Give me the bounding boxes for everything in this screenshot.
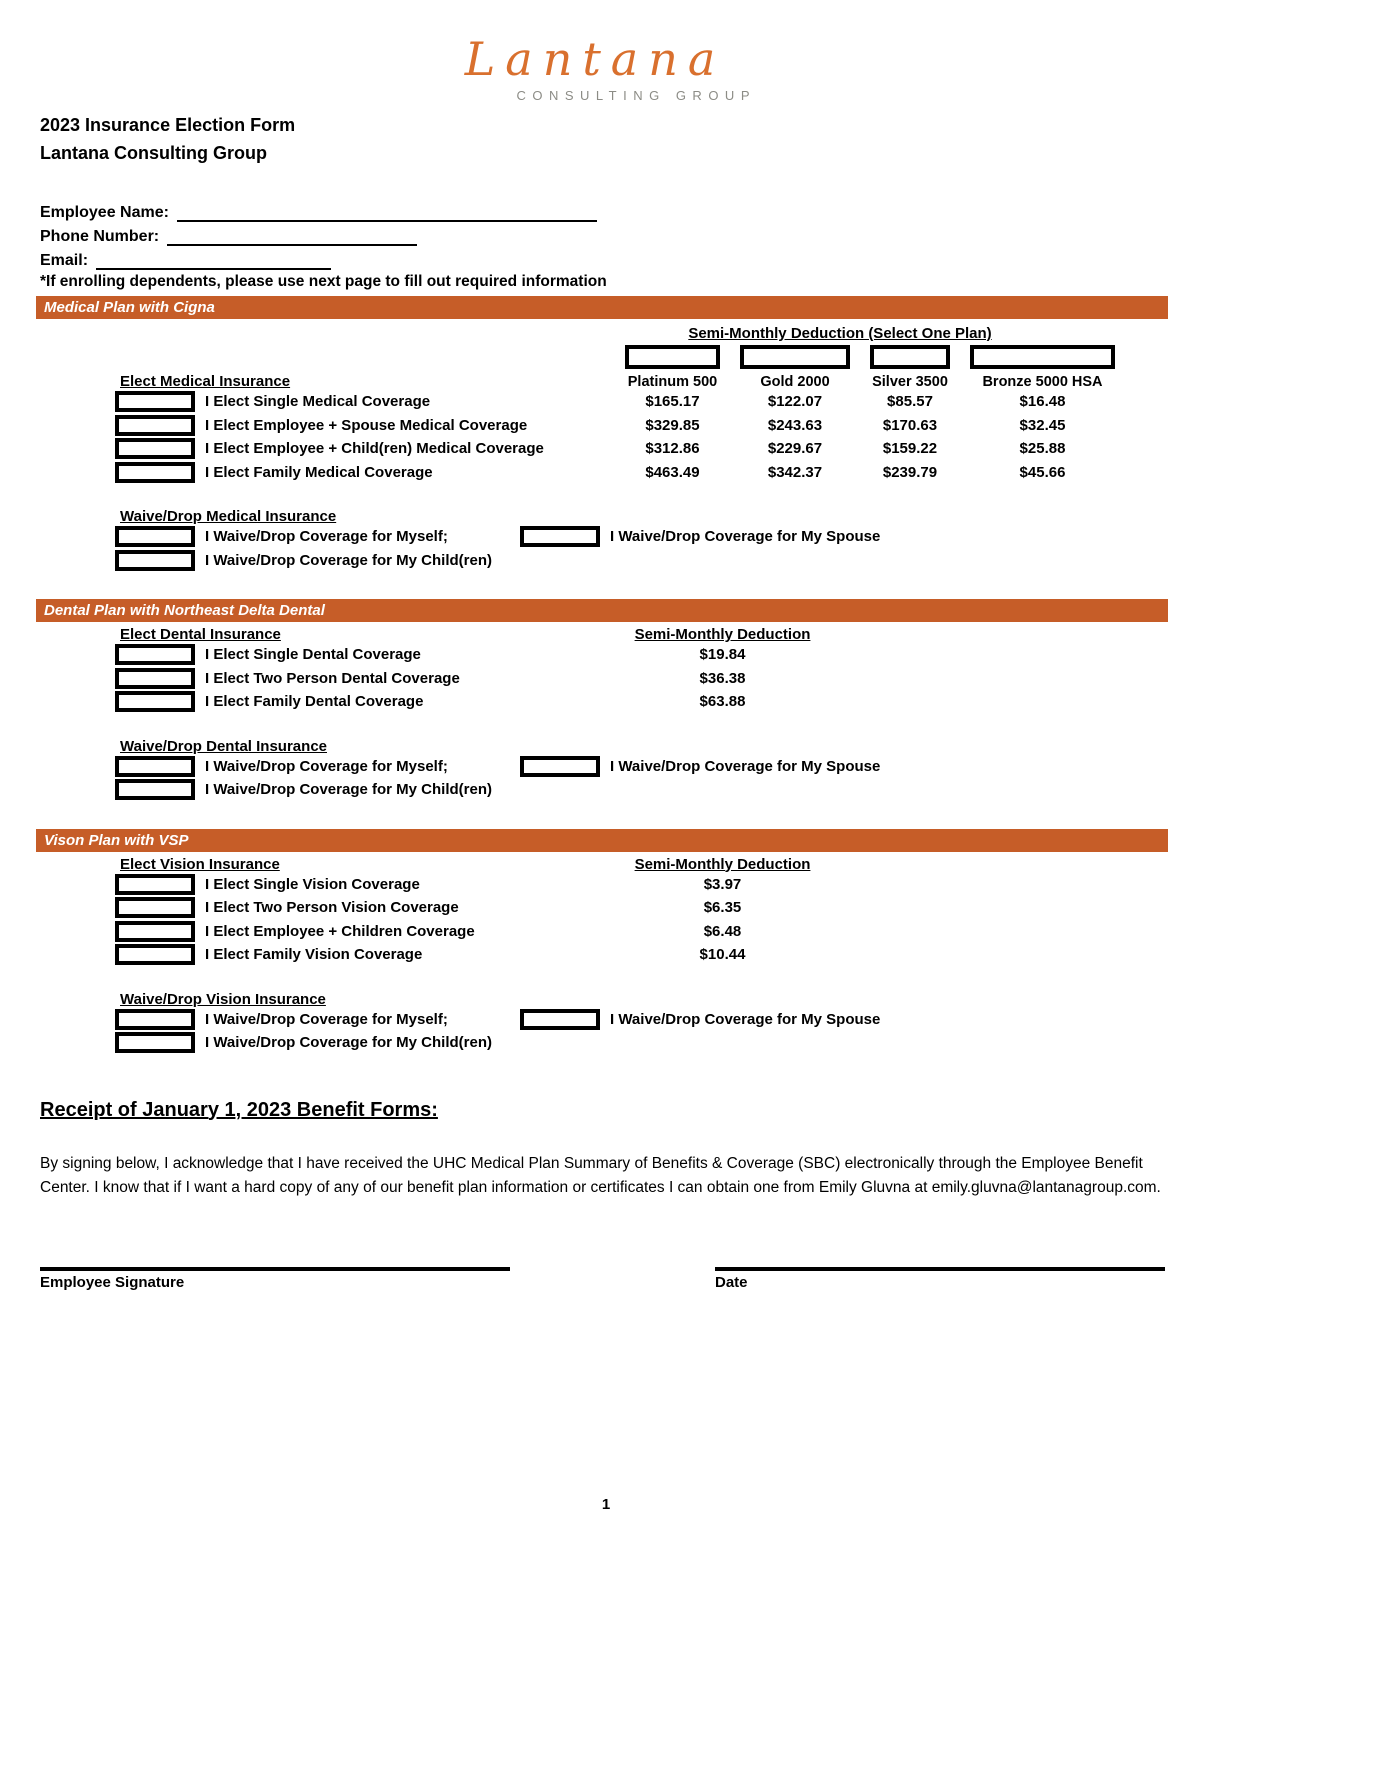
elect-single-dental-checkbox[interactable] <box>115 644 195 665</box>
logo-tagline-text: CONSULTING GROUP <box>516 88 756 103</box>
employee-signature-label: Employee Signature <box>40 1274 185 1292</box>
price-cell: $63.88 <box>699 693 746 711</box>
price-cell: $122.07 <box>767 393 823 411</box>
elect-single-vision-label: I Elect Single Vision Coverage <box>205 875 420 893</box>
elect-family-medical-label: I Elect Family Medical Coverage <box>205 463 433 481</box>
phone-number-row <box>40 222 1377 246</box>
elect-single-vision-checkbox[interactable] <box>115 874 195 895</box>
waive-self-label: I Waive/Drop Coverage for Myself; <box>205 757 448 775</box>
plan-select-checkbox-silver[interactable] <box>870 345 950 369</box>
waive-dental-heading: Waive/Drop Dental Insurance <box>120 737 327 755</box>
price-cell: $10.44 <box>699 946 746 964</box>
waive-vision-heading: Waive/Drop Vision Insurance <box>120 990 326 1008</box>
medical-header-row <box>115 373 1377 390</box>
waive-self-label: I Waive/Drop Coverage for Myself; <box>205 528 448 546</box>
elect-employee-children-vision-checkbox[interactable] <box>115 921 195 942</box>
dental-waive-row-2 <box>115 778 1377 802</box>
elect-family-vision-label: I Elect Family Vision Coverage <box>205 946 423 964</box>
dental-elect-row <box>115 667 1377 691</box>
date-label: Date <box>715 1274 748 1292</box>
price-cell: $170.63 <box>882 416 938 434</box>
plan-select-checkbox-platinum[interactable] <box>625 345 720 369</box>
employee-signature-block <box>40 1267 510 1291</box>
price-cell: $239.79 <box>882 463 938 481</box>
price-cell: $312.86 <box>645 440 700 458</box>
contact-fields <box>40 198 1377 270</box>
employee-signature-line[interactable] <box>40 1267 510 1271</box>
dental-elect-row <box>115 643 1377 667</box>
receipt-body-text: By signing below, I acknowledge that I have received the UHC Medical Plan Summary of Benefits & Coverage (SBC) electronically through the Employee Benefit Center. I know that if I want a hard copy of any of our benefit plan information or certificates I can obtain one from Emily Gluvna at emily.gluvna@lantanagroup.com. <box>40 1154 1161 1197</box>
waive-spouse-label: I Waive/Drop Coverage for My Spouse <box>610 528 881 546</box>
email-label: Email: <box>40 252 89 269</box>
plan-select-checkbox-gold[interactable] <box>740 345 850 369</box>
waive-vision-spouse-checkbox[interactable] <box>520 1009 600 1030</box>
logo-brand-text: Lantana <box>464 32 726 86</box>
plan-header-platinum: Platinum 500 <box>627 373 718 390</box>
form-title: 2023 Insurance Election Form <box>40 115 296 135</box>
price-cell: $19.84 <box>699 646 746 664</box>
price-cell: $45.66 <box>1019 463 1066 481</box>
elect-family-dental-label: I Elect Family Dental Coverage <box>205 693 424 711</box>
medical-elect-row <box>115 437 1377 461</box>
phone-number-input[interactable] <box>167 229 417 246</box>
price-cell: $36.38 <box>699 669 746 687</box>
elect-vision-heading: Elect Vision Insurance <box>120 855 280 873</box>
price-cell: $243.63 <box>767 416 823 434</box>
waive-medical-heading: Waive/Drop Medical Insurance <box>120 508 337 525</box>
medical-elect-row <box>115 461 1377 485</box>
plan-select-checkbox-bronze[interactable] <box>970 345 1115 369</box>
price-cell: $342.37 <box>767 463 823 481</box>
elect-family-medical-checkbox[interactable] <box>115 462 195 483</box>
vision-elect-row <box>115 943 1377 967</box>
waive-medical-spouse-checkbox[interactable] <box>520 526 600 547</box>
plan-header-gold: Gold 2000 <box>760 373 830 390</box>
price-cell: $159.22 <box>882 440 938 458</box>
date-line[interactable] <box>715 1267 1165 1271</box>
plan-header-bronze: Bronze 5000 HSA <box>982 373 1103 390</box>
waive-dental-spouse-checkbox[interactable] <box>520 756 600 777</box>
price-cell: $165.17 <box>645 393 700 411</box>
medical-section-banner: Medical Plan with Cigna <box>36 296 1168 319</box>
signature-area <box>40 1267 1377 1291</box>
date-block <box>715 1267 1165 1291</box>
medical-plan-select-row <box>115 345 1377 369</box>
waive-medical-self-checkbox[interactable] <box>115 526 195 547</box>
vision-waive-row-1 <box>115 1008 1377 1032</box>
waive-vision-self-checkbox[interactable] <box>115 1009 195 1030</box>
waive-dental-self-checkbox[interactable] <box>115 756 195 777</box>
company-logo <box>430 32 760 103</box>
vision-elect-row <box>115 920 1377 944</box>
receipt-heading: Receipt of January 1, 2023 Benefit Forms: <box>40 1098 438 1121</box>
dental-elect-row <box>115 690 1377 714</box>
employee-name-row <box>40 198 1377 222</box>
elect-two-person-dental-label: I Elect Two Person Dental Coverage <box>205 669 460 687</box>
price-cell: $25.88 <box>1019 440 1066 458</box>
elect-spouse-medical-checkbox[interactable] <box>115 415 195 436</box>
elect-two-person-vision-label: I Elect Two Person Vision Coverage <box>205 899 459 917</box>
waive-medical-children-checkbox[interactable] <box>115 550 195 571</box>
page-number: 1 <box>601 1496 611 1513</box>
waive-self-label: I Waive/Drop Coverage for Myself; <box>205 1010 448 1028</box>
waive-children-label: I Waive/Drop Coverage for My Child(ren) <box>205 781 492 799</box>
email-input[interactable] <box>96 253 331 270</box>
elect-two-person-vision-checkbox[interactable] <box>115 897 195 918</box>
vision-waive-row-2 <box>115 1031 1377 1055</box>
employee-name-input[interactable] <box>177 205 597 222</box>
price-cell: $32.45 <box>1019 416 1066 434</box>
price-cell: $85.57 <box>887 393 933 411</box>
vision-elect-row <box>115 896 1377 920</box>
waive-spouse-label: I Waive/Drop Coverage for My Spouse <box>610 757 881 775</box>
phone-number-label: Phone Number: <box>40 228 160 245</box>
dental-section-banner: Dental Plan with Northeast Delta Dental <box>36 599 1168 622</box>
waive-dental-children-checkbox[interactable] <box>115 779 195 800</box>
elect-single-medical-checkbox[interactable] <box>115 391 195 412</box>
elect-children-medical-label: I Elect Employee + Child(ren) Medical Coverage <box>205 440 544 458</box>
vision-section-banner: Vison Plan with VSP <box>36 829 1168 852</box>
medical-waive-row-2 <box>115 549 1377 573</box>
medical-waive-row-1 <box>115 525 1377 549</box>
dependents-note: *If enrolling dependents, please use next page to fill out required information <box>40 273 607 290</box>
waive-vision-children-checkbox[interactable] <box>115 1032 195 1053</box>
price-cell: $6.48 <box>703 922 742 940</box>
medical-elect-row <box>115 390 1377 414</box>
plan-header-silver: Silver 3500 <box>872 373 948 390</box>
price-cell: $6.35 <box>703 899 742 917</box>
vision-deduction-header: Semi-Monthly Deduction <box>634 855 811 873</box>
price-cell: $3.97 <box>703 875 742 893</box>
dental-deduction-header: Semi-Monthly Deduction <box>634 626 811 643</box>
employee-name-label: Employee Name: <box>40 204 169 221</box>
medical-deduction-header: Semi-Monthly Deduction (Select One Plan) <box>688 325 992 342</box>
elect-dental-heading: Elect Dental Insurance <box>120 626 281 643</box>
price-cell: $329.85 <box>645 416 700 434</box>
waive-spouse-label: I Waive/Drop Coverage for My Spouse <box>610 1010 881 1028</box>
elect-family-dental-checkbox[interactable] <box>115 691 195 712</box>
vision-header-row <box>115 856 1377 873</box>
elect-family-vision-checkbox[interactable] <box>115 944 195 965</box>
price-cell: $16.48 <box>1019 393 1066 411</box>
elect-medical-heading: Elect Medical Insurance <box>120 373 291 390</box>
elect-two-person-dental-checkbox[interactable] <box>115 668 195 689</box>
elect-spouse-medical-label: I Elect Employee + Spouse Medical Coverage <box>205 416 528 434</box>
email-row <box>40 246 1377 270</box>
waive-children-label: I Waive/Drop Coverage for My Child(ren) <box>205 1034 492 1052</box>
dental-waive-row-1 <box>115 755 1377 779</box>
elect-children-medical-checkbox[interactable] <box>115 438 195 459</box>
medical-elect-row <box>115 414 1377 438</box>
elect-employee-children-vision-label: I Elect Employee + Children Coverage <box>205 922 475 940</box>
waive-children-label: I Waive/Drop Coverage for My Child(ren) <box>205 551 492 569</box>
price-cell: $463.49 <box>645 463 700 481</box>
vision-elect-row <box>115 873 1377 897</box>
elect-single-medical-label: I Elect Single Medical Coverage <box>205 393 431 411</box>
dental-header-row <box>115 626 1377 643</box>
elect-single-dental-label: I Elect Single Dental Coverage <box>205 646 421 664</box>
price-cell: $229.67 <box>767 440 823 458</box>
form-subtitle: Lantana Consulting Group <box>40 143 267 163</box>
